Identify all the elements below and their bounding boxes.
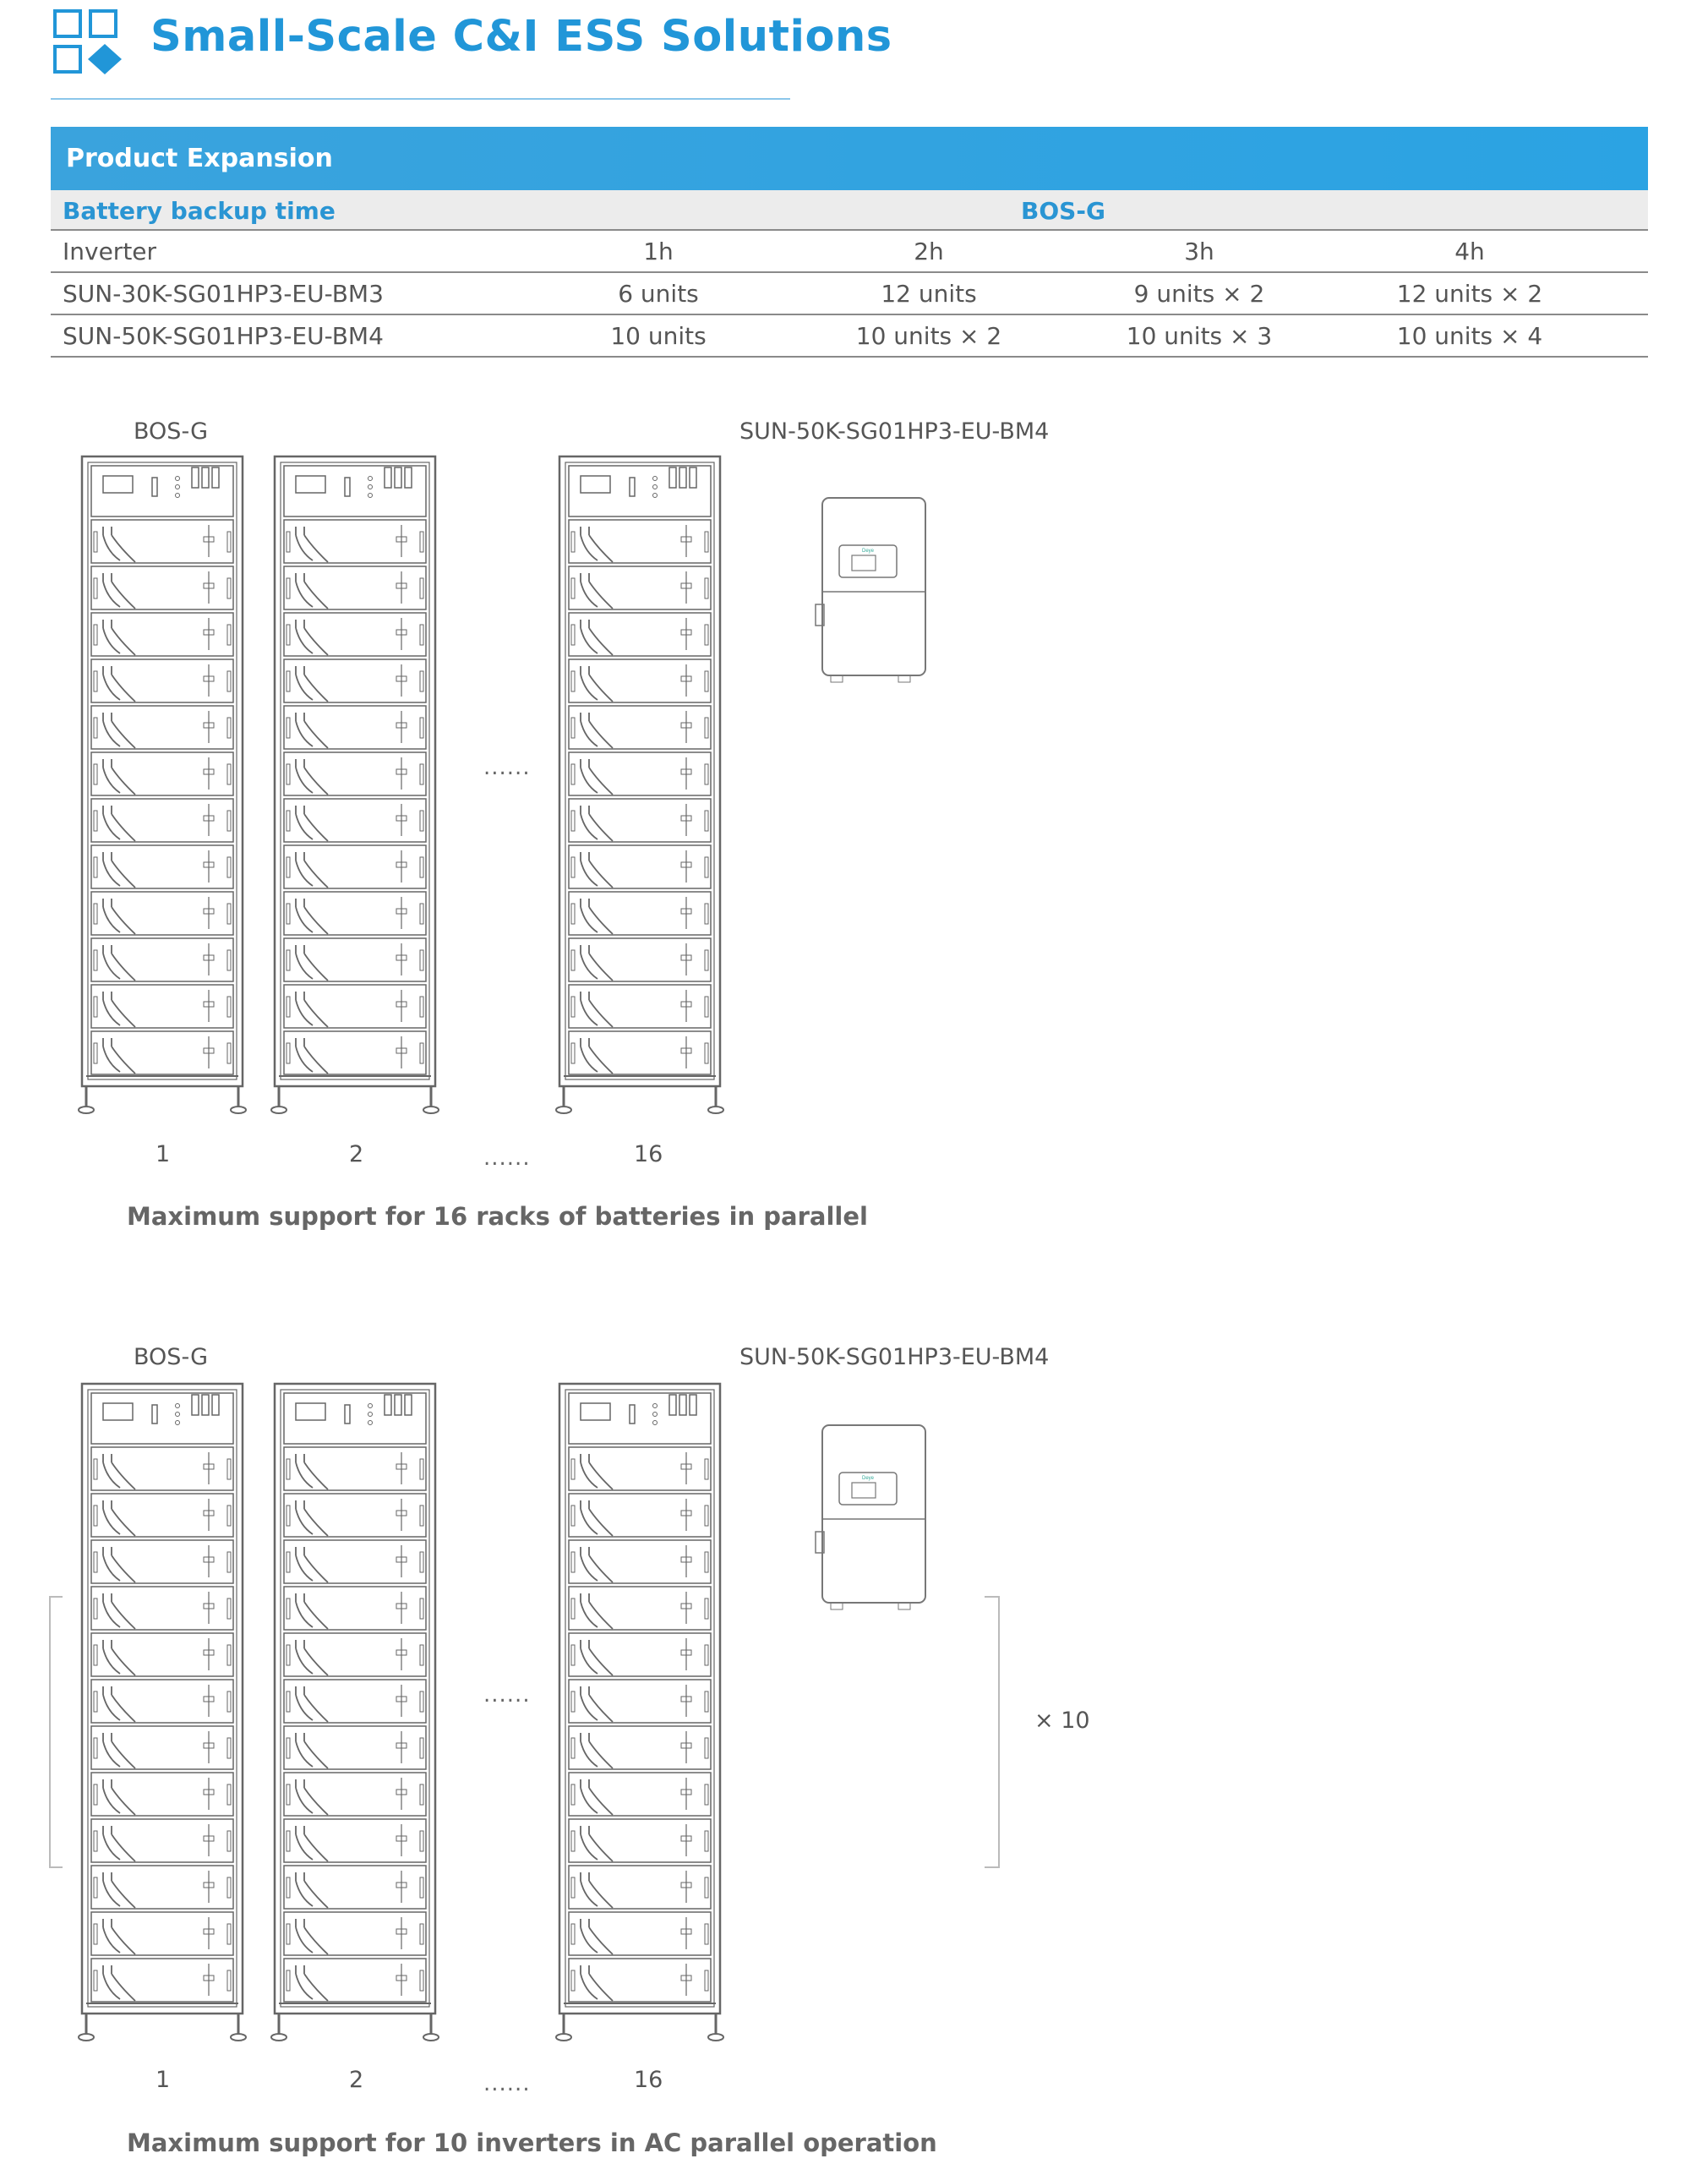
ellipsis: ...... <box>483 1682 531 1708</box>
inverter-label: SUN-50K-SG01HP3-EU-BM4 <box>739 418 1050 445</box>
cell-value: 9 units × 2 <box>1133 280 1265 308</box>
table-title-bar <box>51 127 1648 190</box>
cell-value: 12 units <box>881 280 977 308</box>
ellipsis: ...... <box>483 755 531 780</box>
battery-rack <box>78 452 247 1120</box>
column-2h: 2h <box>914 238 944 265</box>
column-1h: 1h <box>643 238 674 265</box>
battery-rack <box>270 452 439 1120</box>
cell-value: 10 units × 3 <box>1126 322 1273 350</box>
inverter-model: SUN-50K-SG01HP3-EU-BM4 <box>63 322 384 350</box>
table-title: Product Expansion <box>66 144 333 173</box>
cell-value: 10 units <box>610 322 707 350</box>
right-bracket <box>985 1596 1000 1868</box>
ellipsis: ...... <box>483 1145 531 1171</box>
table-header-row <box>51 231 1648 273</box>
diagram-caption: Maximum support for 10 inverters in AC parallel operation <box>127 2128 937 2157</box>
rack-number: 16 <box>634 2067 663 2093</box>
column-3h: 3h <box>1184 238 1214 265</box>
left-bracket <box>49 1596 63 1868</box>
table-row <box>51 273 1648 315</box>
inverter-unit <box>814 495 932 689</box>
column-inverter: Inverter <box>63 238 157 265</box>
cell-value: 6 units <box>618 280 699 308</box>
inverter-label: SUN-50K-SG01HP3-EU-BM4 <box>739 1344 1050 1370</box>
battery-label: BOS-G <box>134 1344 209 1370</box>
battery-rack <box>555 452 724 1120</box>
title-divider <box>51 98 790 100</box>
rack-number: 16 <box>634 1141 663 1167</box>
inverter-multiplier: × 10 <box>1034 1708 1090 1734</box>
table-subheader <box>51 190 1648 231</box>
rack-number: 2 <box>349 2067 364 2093</box>
logo-icon <box>52 8 128 76</box>
column-4h: 4h <box>1454 238 1485 265</box>
cell-value: 10 units × 4 <box>1396 322 1543 350</box>
page-title: Small-Scale C&I ESS Solutions <box>150 12 892 62</box>
rack-number: 1 <box>156 2067 171 2093</box>
svg-text:Deye: Deye <box>861 1476 875 1481</box>
battery-label: BOS-G <box>134 418 209 445</box>
rack-number: 2 <box>349 1141 364 1167</box>
inverter-unit <box>814 1422 932 1616</box>
battery-rack <box>78 1380 247 2047</box>
ellipsis: ...... <box>483 2071 531 2096</box>
battery-rack <box>555 1380 724 2047</box>
product-label: BOS-G <box>1021 197 1105 225</box>
cell-value: 10 units × 2 <box>855 322 1002 350</box>
svg-text:Deye: Deye <box>861 549 875 554</box>
battery-rack <box>270 1380 439 2047</box>
diagram-caption: Maximum support for 16 racks of batteries in parallel <box>127 1202 868 1231</box>
table-row <box>51 315 1648 358</box>
rack-number: 1 <box>156 1141 171 1167</box>
product-expansion-table <box>51 127 1648 358</box>
backup-time-label: Battery backup time <box>63 197 336 225</box>
inverter-model: SUN-30K-SG01HP3-EU-BM3 <box>63 280 384 308</box>
cell-value: 12 units × 2 <box>1396 280 1543 308</box>
